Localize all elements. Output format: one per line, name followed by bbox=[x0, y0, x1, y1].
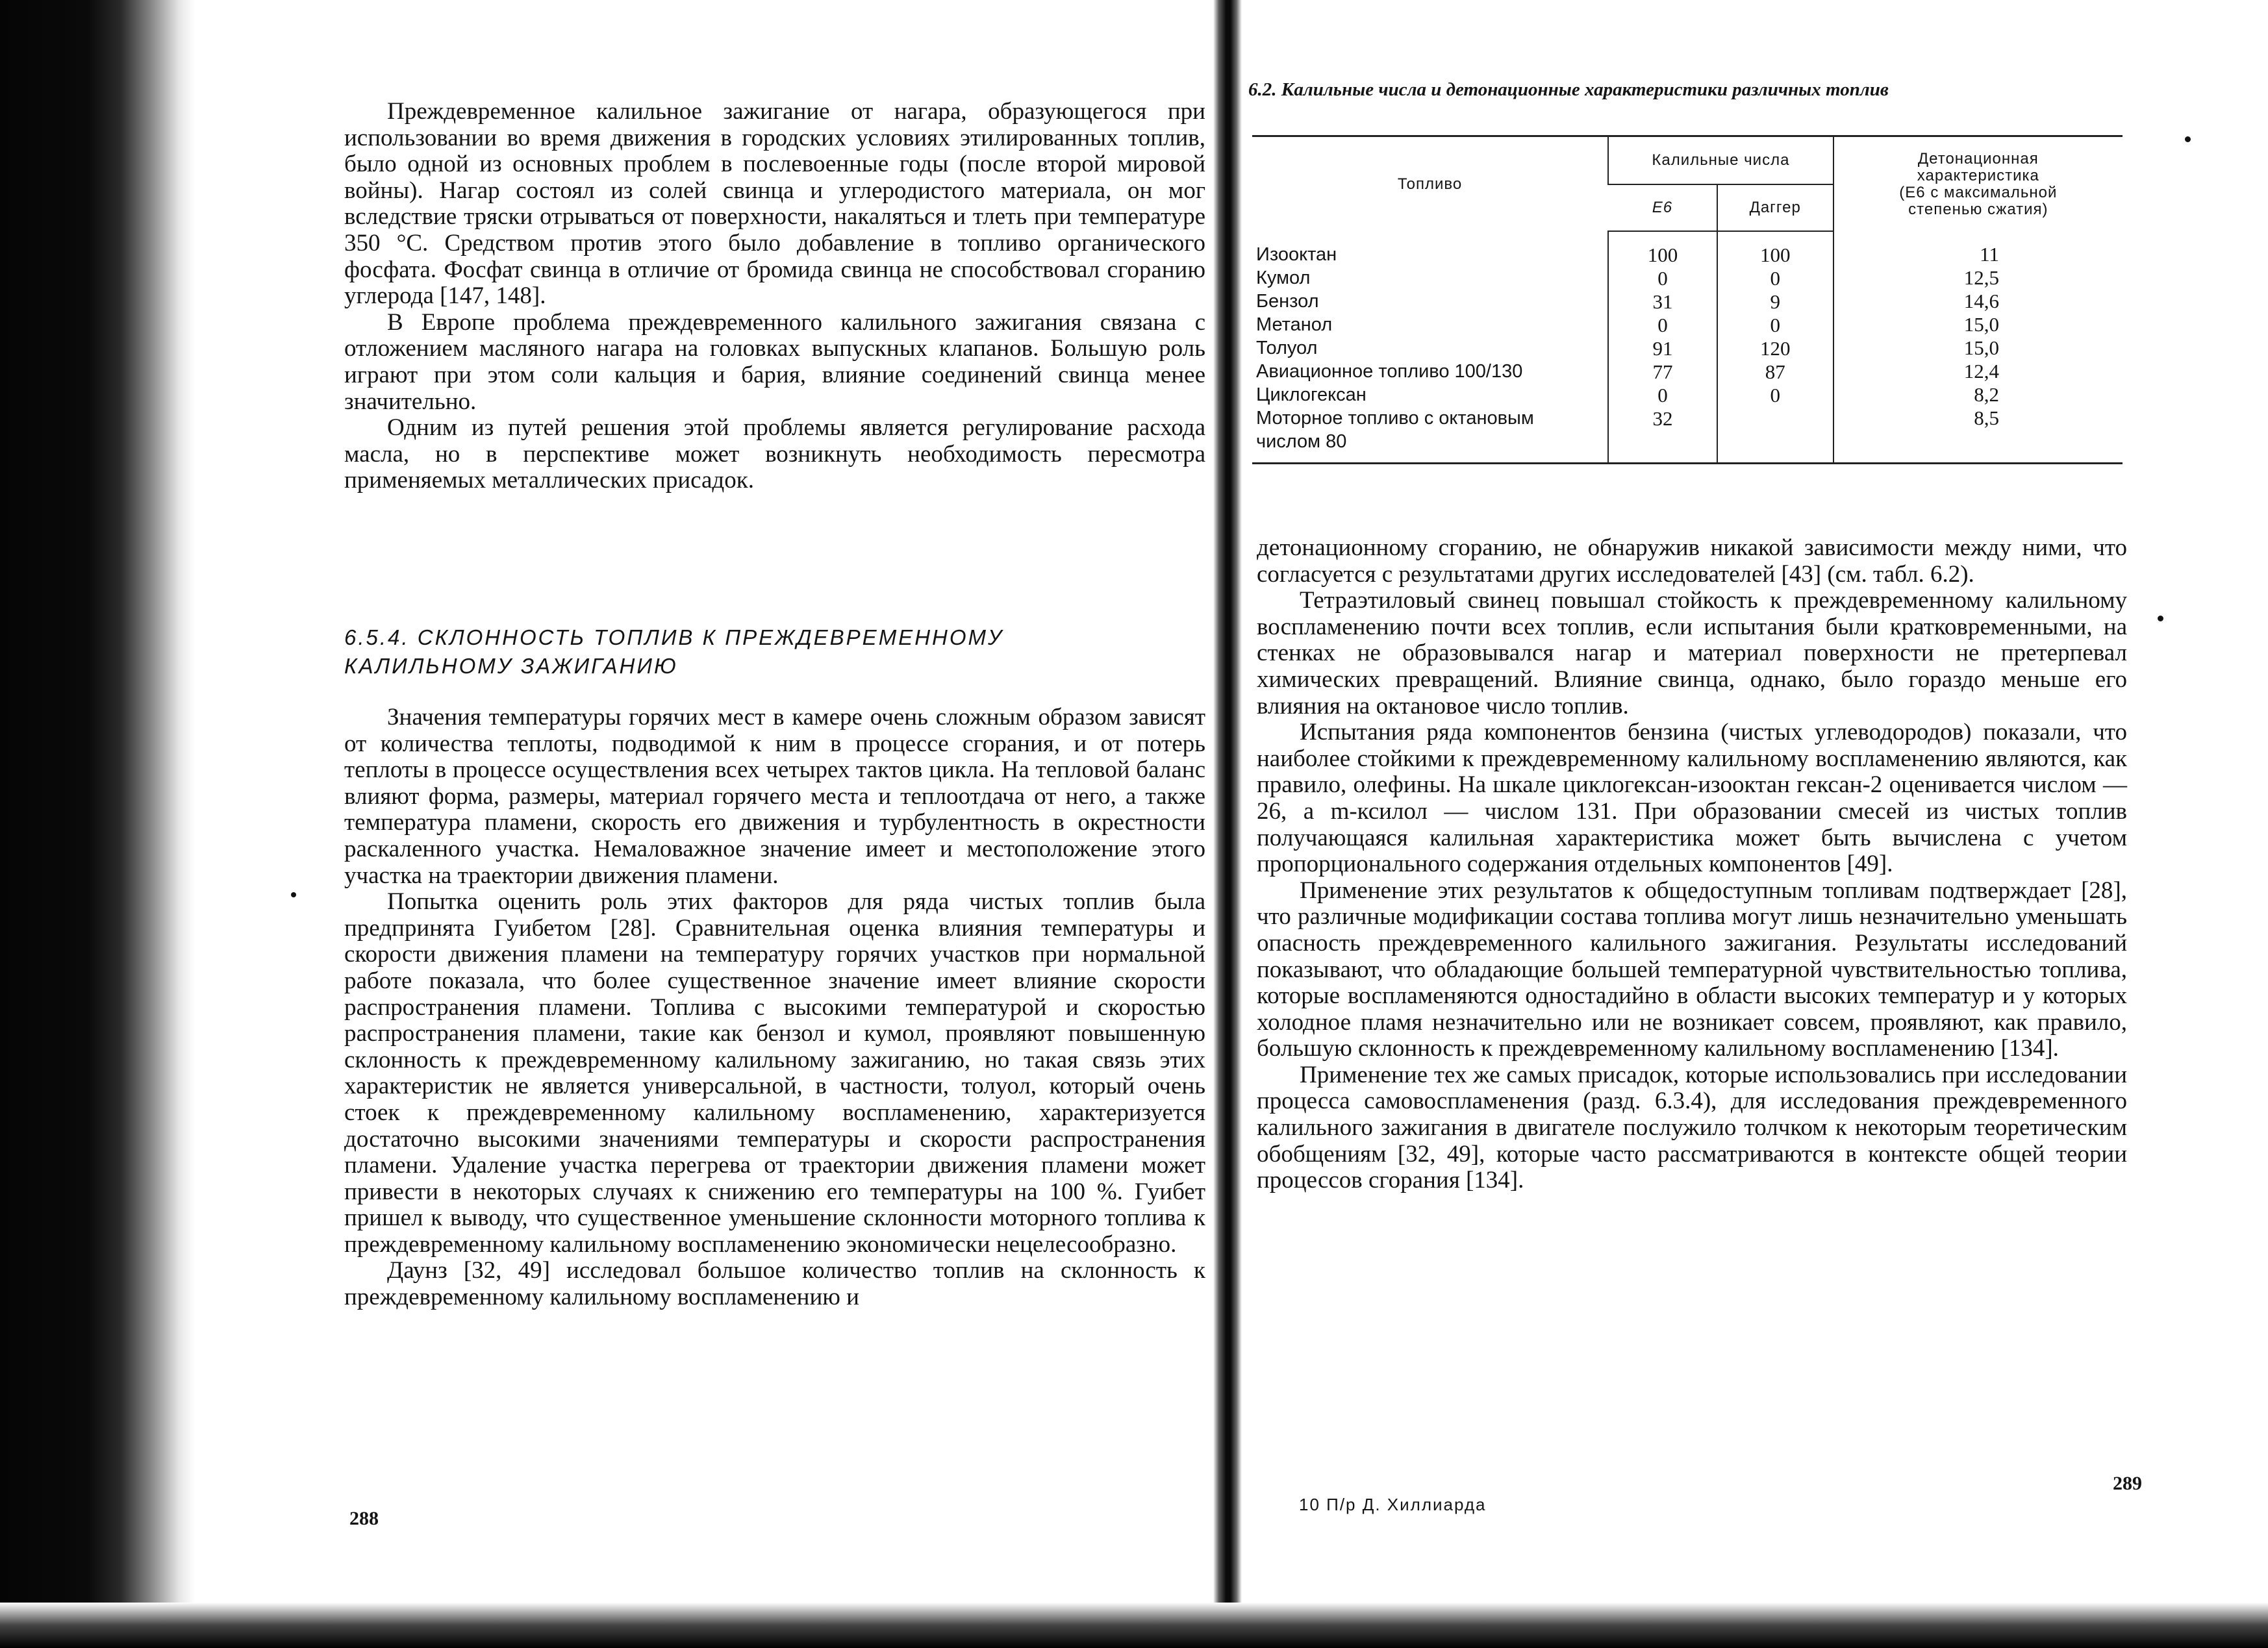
e6-column bbox=[1608, 231, 1717, 464]
table-cell-fuel: Бензол bbox=[1256, 291, 1319, 312]
table-cell-e6: 77 bbox=[1652, 360, 1673, 383]
dagger-column bbox=[1717, 231, 1833, 464]
table-cell-fuel: Изооктан bbox=[1256, 244, 1337, 265]
table-cell-fuel: Авиационное топливо 100/130 bbox=[1256, 361, 1523, 382]
table-cell-detonation: 12,4 bbox=[1963, 360, 1999, 382]
header-line: Детонационная bbox=[1917, 149, 2039, 168]
paragraph: Одним из путей решения этой проблемы является регулирование расхода масла, но в перспективе может возникнуть необходимость пересмотра применяемых металлических присадок. bbox=[344, 414, 1205, 494]
paragraph: Значения температуры горячих мест в камере очень сложным образом зависят от количества теплоты, подводимой к ним в процессе сгорания, и от потерь теплоты в процессе осуществления всех четырех тактов цикла. На тепловой баланс влияют форма, размеры, материал горячего места и теплоотдача от него, а также температура пламени, скорость его движения и турбулентность в окрестности раскаленного участка. Немаловажное значение имеет и местоположение этого участка на траектории движения пламени. bbox=[344, 704, 1205, 889]
scan-speck bbox=[291, 892, 296, 897]
column-header-dagger: Даггер bbox=[1717, 184, 1833, 231]
table-cell-dagger: 120 bbox=[1759, 337, 1791, 360]
scan-speck bbox=[2185, 136, 2191, 142]
fuel-table bbox=[1252, 135, 2123, 464]
column-header-glow-numbers: Калильные числа bbox=[1608, 136, 1833, 185]
paragraph: детонационному сгоранию, не обнаружив никакой зависимости между ними, что согласуется с результатами других исследователей [43] (см. табл. 6.2). bbox=[1257, 534, 2127, 588]
section-heading-line: 6.5.4. СКЛОННОСТЬ ТОПЛИВ К ПРЕЖДЕВРЕМЕННОМУ bbox=[344, 625, 1004, 649]
table-caption: 6.2. Калильные числа и детонационные характеристики различных топлив bbox=[1248, 79, 1889, 100]
right-page-body-text bbox=[1257, 535, 2127, 1194]
table-cell-dagger: 0 bbox=[1770, 314, 1780, 336]
page-number: 289 bbox=[2113, 1473, 2142, 1494]
paragraph: Применение тех же самых присадок, которые использовались при исследовании процесса самовоспламенения (разд. 6.3.4), для исследования преждевременного калильного зажигания в двигателе послужило толчком к некоторым теоретическим обобщениям [32, 49], которые часто рассматриваются в контексте общей теории процессов сгорания [134]. bbox=[1257, 1061, 2127, 1194]
table-body bbox=[1252, 231, 2123, 464]
table-cell-detonation: 8,5 bbox=[1974, 406, 1999, 429]
table-cell-detonation: 15,0 bbox=[1963, 313, 1999, 336]
table-cell-e6: 0 bbox=[1657, 267, 1668, 290]
paragraph: Применение этих результатов к общедоступным топливам подтверждает [28], что различные модификации состава топлива могут лишь незначительно уменьшать опасность преждевременного калильного зажигания. Результаты исследований показывают, что обладающие большей температурной чувствительностью топлива, которые воспламеняются одностадийно в области высоких температур и у которых холодное пламя незначительно или не возникает совсем, проявляют, как правило, большую склонность к преждевременному калильному воспламенению [134]. bbox=[1257, 877, 2127, 1062]
table-cell-detonation: 8,2 bbox=[1974, 383, 1999, 406]
signature-mark: 10 П/р Д. Хиллиарда bbox=[1299, 1495, 1487, 1514]
scan-shadow-left bbox=[0, 0, 195, 1648]
table-cell-e6: 100 bbox=[1647, 243, 1678, 266]
left-page-body-text bbox=[344, 705, 1205, 1311]
table-cell-e6: 91 bbox=[1652, 337, 1673, 360]
scan-speck bbox=[2158, 616, 2163, 621]
paragraph: Испытания ряда компонентов бензина (чистых углеводородов) показали, что наиболее стойкими к преждевременному калильному воспламенению являются, как правило, олефины. На шкале циклогексан-изооктан гексан-2 оценивается числом —26, а m-ксилол — числом 131. При образовании смесей из чистых топлив получающаяся калильная характеристика может быть вычислена с учетом пропорционального содержания отдельных компонентов [49]. bbox=[1257, 719, 2127, 878]
table-cell-detonation: 14,6 bbox=[1963, 290, 1999, 312]
table-cell-fuel: Моторное топливо с октановым числом 80 bbox=[1256, 408, 1534, 452]
left-page-top-text bbox=[344, 99, 1205, 494]
fuel-names-column bbox=[1252, 231, 1608, 464]
column-header-detonation bbox=[1833, 136, 2123, 232]
table-cell-fuel: Метанол bbox=[1256, 314, 1333, 335]
table-cell-dagger: 0 bbox=[1770, 384, 1780, 406]
table-cell-dagger: 0 bbox=[1770, 267, 1780, 290]
paragraph: Даунз [32, 49] исследовал большое количество топлив на склонность к преждевременному калильному воспламенению и bbox=[344, 1257, 1205, 1311]
table-cell-fuel: Циклогексан bbox=[1256, 384, 1367, 405]
section-heading-line: КАЛИЛЬНОМУ ЗАЖИГАНИЮ bbox=[344, 654, 678, 678]
page-number: 288 bbox=[349, 1508, 379, 1529]
table-cell-dagger: 87 bbox=[1765, 360, 1785, 383]
table-cell-e6: 0 bbox=[1657, 314, 1668, 336]
paragraph: Тетраэтиловый свинец повышал стойкость к преждевременному калильному воспламенению почти всех топлив, если испытания были кратковременными, на стенках не образовывался нагар и материал поверхности не претерпевал химических превращений. Влияние свинца, однако, было гораздо меньше его влияния на октановое число топлив. bbox=[1257, 587, 2127, 719]
table-cell-detonation: 12,5 bbox=[1963, 266, 1999, 289]
book-gutter bbox=[1213, 0, 1242, 1648]
section-heading bbox=[344, 623, 1205, 680]
column-header-fuel: Топливо bbox=[1252, 136, 1608, 232]
paragraph: Преждевременное калильное зажигание от нагара, образующегося при использовании во время движения в городских условиях этилированных топлив, было одной из основных проблем в послевоенные годы (после второй мировой войны). Нагар состоял из солей свинца и углеродистого материала, он мог вследствие тряски отрываться от поверхности, накаляться и тлеть при температуре 350 °С. Средством против этого было добавление в топливо органического фосфата. Фосфат свинца в отличие от бромида свинца не способствовал сгоранию углерода [147, 148]. bbox=[344, 98, 1205, 310]
paragraph: Попытка оценить роль этих факторов для ряда чистых топлив была предпринята Гуибетом [28]. Сравнительная оценка влияния температуры и скорости движения пламени на температуру горячих участков при нормальной работе показала, что более существенное значение имеет влияние скорости распространения пламени. Топлива с высокими температурой и скоростью распространения пламени, такие как бензол и кумол, проявляют повышенную склонность к преждевременному калильному зажиганию, но такая связь этих характеристик не является универсальной, в частности, толуол, который очень стоек к преждевременному калильному воспламенению, характеризуется достаточно высокими значениями температуры и скорости распространения пламени. Удаление участка перегрева от траектории движения пламени может привести в некоторых случаях к снижению его температуры на 100 %. Гуибет пришел к выводу, что существенное уменьшение склонности моторного топлива к преждевременному калильному воспламенению экономически нецелесообразно. bbox=[344, 888, 1205, 1258]
table-cell-fuel: Кумол bbox=[1256, 268, 1311, 288]
scan-shadow-bottom bbox=[0, 1603, 2268, 1648]
header-line: характеристика bbox=[1917, 166, 2039, 184]
table-cell-e6: 0 bbox=[1657, 384, 1668, 406]
table-cell-fuel: Толуол bbox=[1256, 338, 1318, 358]
table-cell-dagger: 9 bbox=[1770, 290, 1780, 313]
column-header-e6: Е6 bbox=[1608, 184, 1717, 231]
detonation-column bbox=[1833, 231, 2123, 464]
table-cell-e6: 31 bbox=[1652, 290, 1673, 313]
paragraph: В Европе проблема преждевременного калильного зажигания связана с отложением масляного нагара на головках выпускных клапанов. Большую роль играют при этом соли кальция и бария, влияние соединений свинца менее значительно. bbox=[344, 308, 1205, 415]
table-cell-dagger: 100 bbox=[1759, 243, 1791, 266]
table-cell-detonation: 11 bbox=[1980, 243, 1999, 266]
header-line: (Е6 с максимальной bbox=[1899, 183, 2058, 201]
table-cell-e6: 32 bbox=[1652, 407, 1673, 430]
table-cell-detonation: 15,0 bbox=[1963, 336, 1999, 359]
header-line: степенью сжатия) bbox=[1908, 200, 2048, 218]
